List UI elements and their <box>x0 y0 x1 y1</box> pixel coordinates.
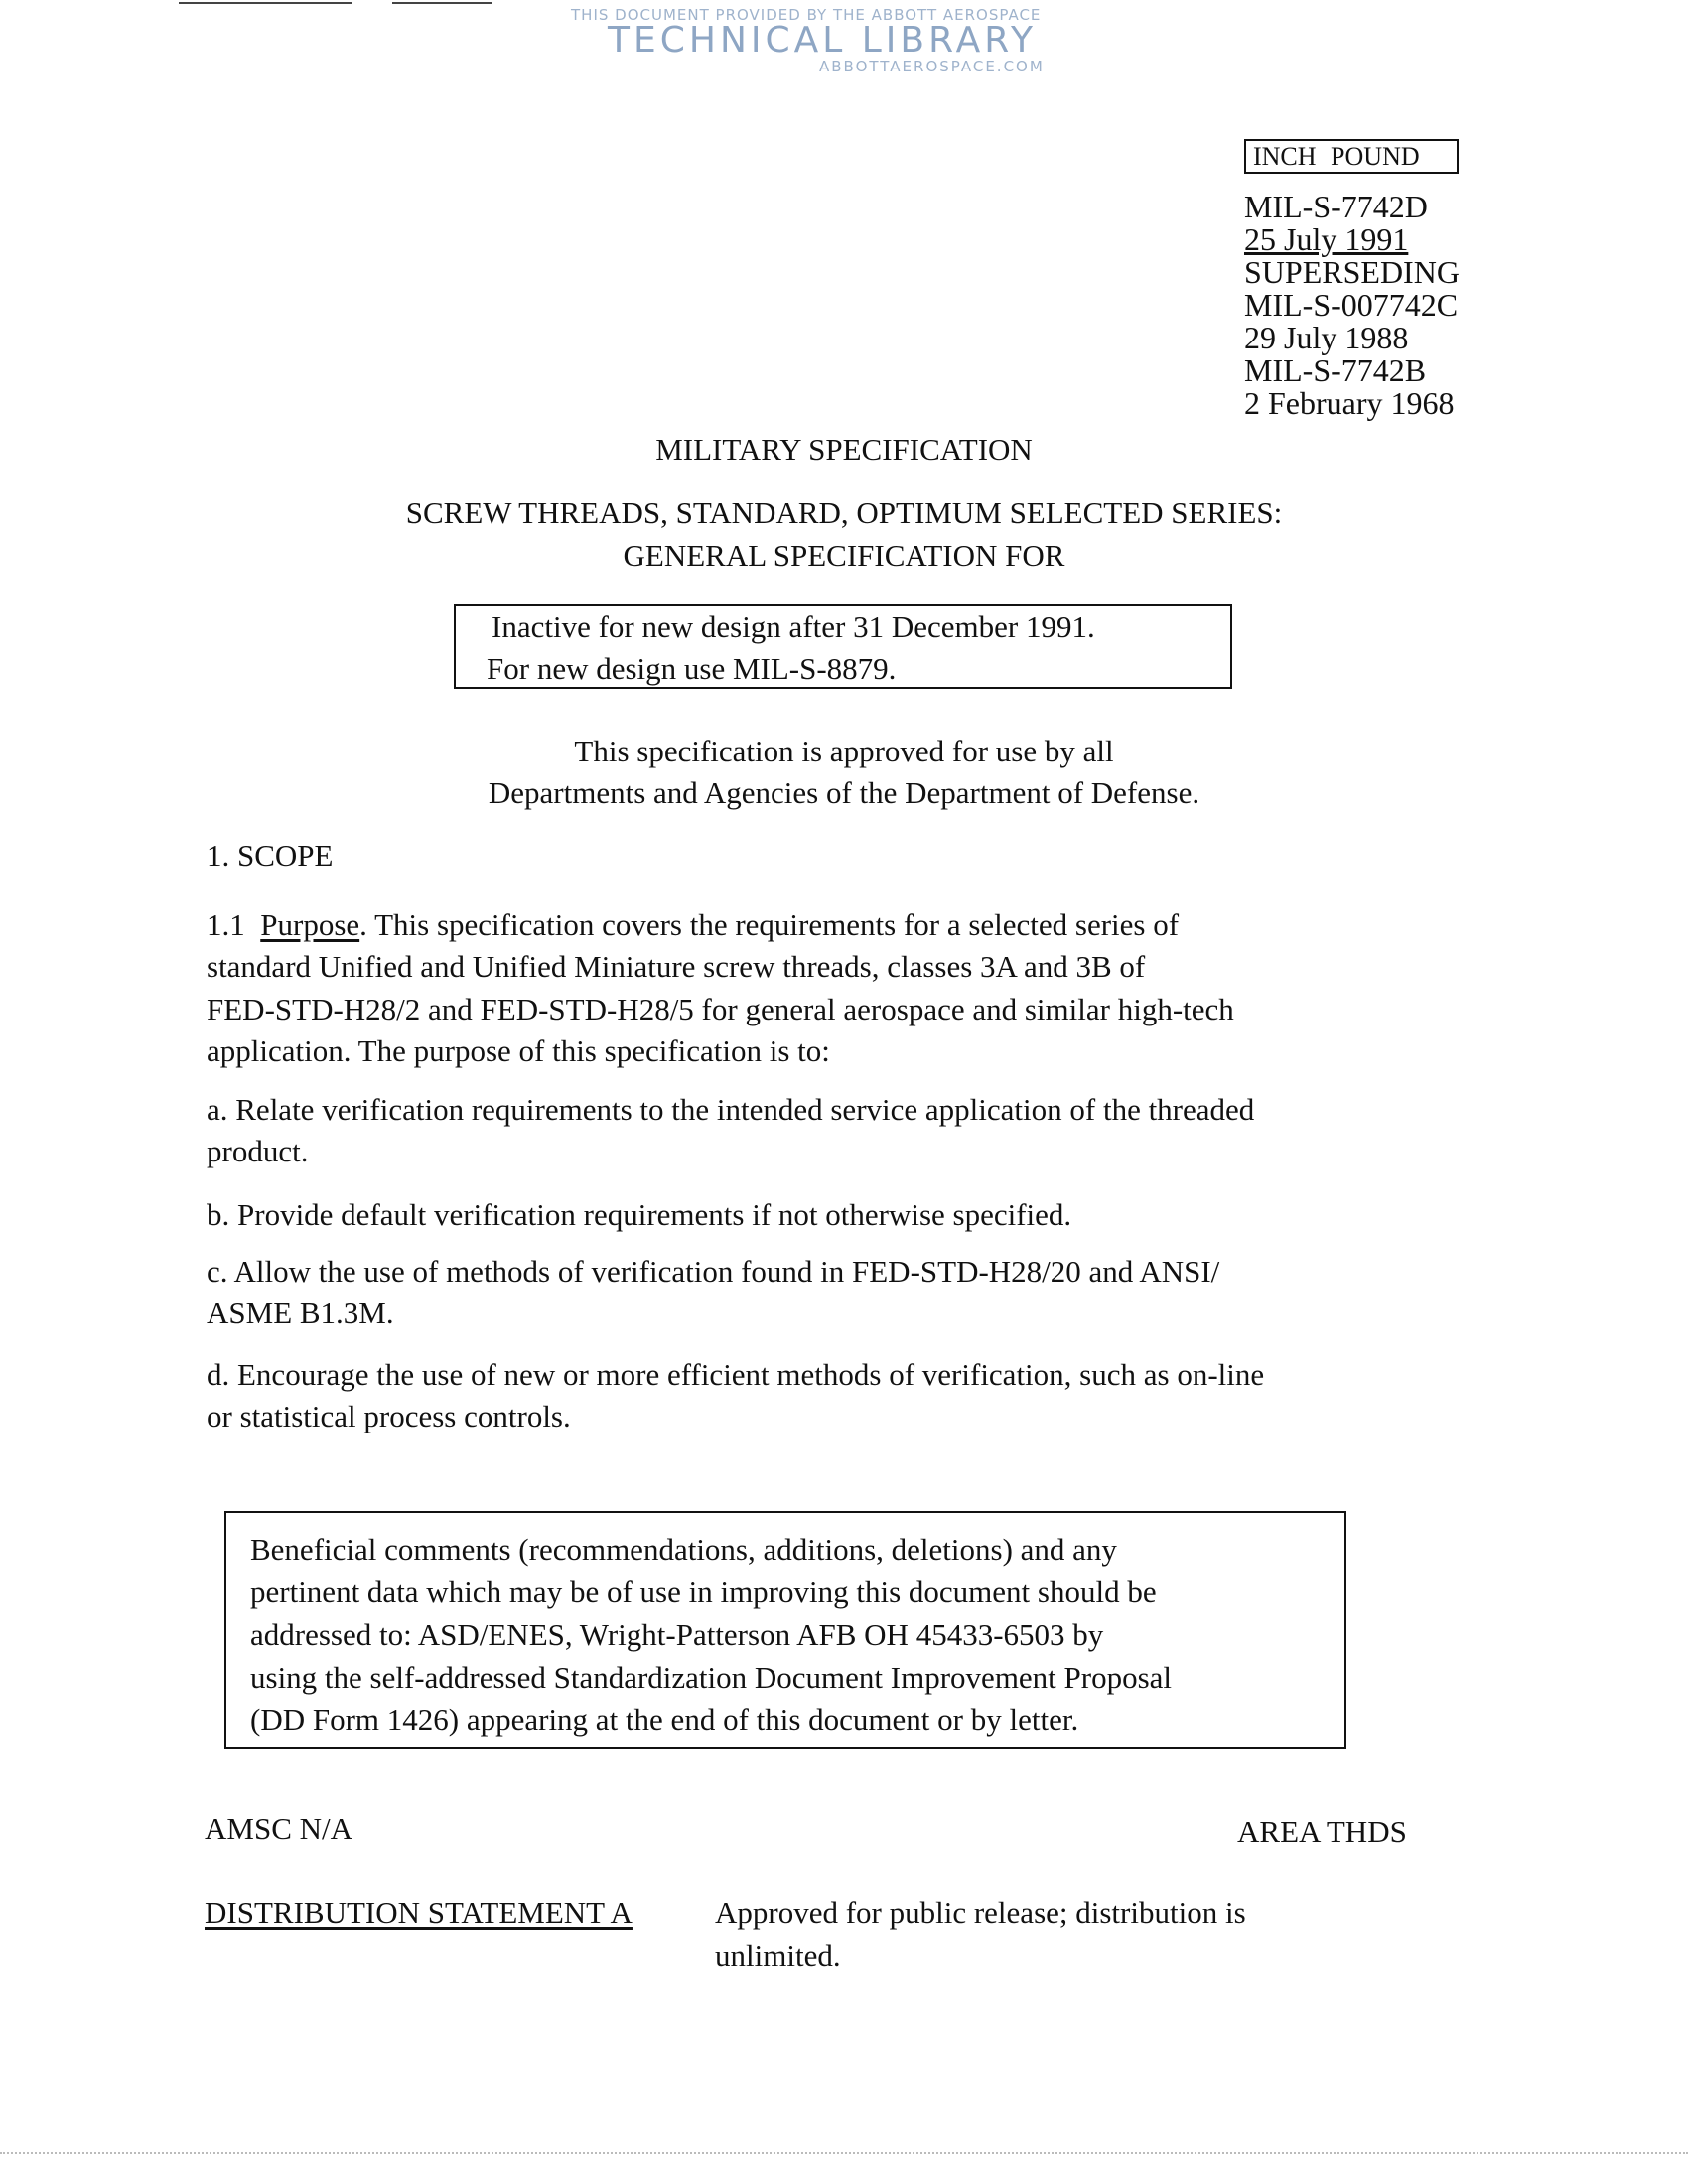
doc-date: 25 July 1991 <box>1244 221 1409 257</box>
notice-line: For new design use MIL-S-8879. <box>487 651 897 686</box>
approval-line: Departments and Agencies of the Department of Defense. <box>488 775 1200 810</box>
list-item-c: ASME B1.3M. <box>207 1296 394 1330</box>
distribution-label: DISTRIBUTION STATEMENT A <box>205 1895 633 1930</box>
superseded-doc: MIL-S-7742B <box>1244 352 1427 388</box>
scan-noise-footer <box>0 2152 1688 2154</box>
approval-line: This specification is approved for use by all <box>574 734 1114 768</box>
distribution-text: Approved for public release; distribution is <box>715 1895 1246 1930</box>
area-code: AREA THDS <box>1237 1814 1407 1848</box>
purpose-para-line: FED-STD-H28/2 and FED-STD-H28/5 for general aerospace and similar high-tech <box>207 992 1234 1026</box>
amsc-code: AMSC N/A <box>205 1811 353 1845</box>
comments-line: using the self-addressed Standardization Document Improvement Proposal <box>250 1660 1173 1695</box>
doc-number: MIL-S-7742D <box>1244 189 1428 224</box>
spec-title-line2: GENERAL SPECIFICATION FOR <box>623 538 1065 573</box>
purpose-label: Purpose <box>260 907 360 942</box>
purpose-para-line: 1.1 Purpose. This specification covers the requirements for a selected series of <box>207 907 1180 942</box>
units-label: INCH POUND <box>1253 142 1420 171</box>
superseding-label: SUPERSEDING <box>1244 254 1460 290</box>
para-number: 1.1 <box>207 907 245 942</box>
list-item-b: b. Provide default verification requirements if not otherwise specified. <box>207 1197 1072 1232</box>
list-item-a: product. <box>207 1134 309 1168</box>
scan-mark <box>179 2 352 4</box>
purpose-para-line: application. The purpose of this specification is to: <box>207 1033 830 1068</box>
superseded-date: 2 February 1968 <box>1244 385 1455 421</box>
list-item-d: d. Encourage the use of new or more efficient methods of verification, such as on-line <box>207 1357 1265 1392</box>
watermark-line3: ABBOTTAEROSPACE.COM <box>819 58 1045 75</box>
comments-line: Beneficial comments (recommendations, additions, deletions) and any <box>250 1532 1117 1567</box>
notice-line: Inactive for new design after 31 December 1991. <box>492 610 1095 644</box>
spec-title-line1: SCREW THREADS, STANDARD, OPTIMUM SELECTED SERIES: <box>405 495 1283 530</box>
comments-line: (DD Form 1426) appearing at the end of this document or by letter. <box>250 1703 1079 1737</box>
list-item-d: or statistical process controls. <box>207 1399 571 1433</box>
spec-type: MILITARY SPECIFICATION <box>655 432 1033 467</box>
list-item-a: a. Relate verification requirements to the intended service application of the threaded <box>207 1092 1255 1127</box>
comments-line: addressed to: ASD/ENES, Wright-Patterson AFB OH 45433-6503 by <box>250 1617 1104 1652</box>
purpose-para-line: standard Unified and Unified Miniature screw threads, classes 3A and 3B of <box>207 949 1146 984</box>
watermark-line2: TECHNICAL LIBRARY <box>608 20 1038 61</box>
watermark-line1: THIS DOCUMENT PROVIDED BY THE ABBOTT AEROSPACE <box>571 6 1042 24</box>
superseded-doc: MIL-S-007742C <box>1244 287 1459 323</box>
superseded-date: 29 July 1988 <box>1244 320 1409 355</box>
scan-mark <box>392 2 492 4</box>
distribution-text: unlimited. <box>715 1938 841 1973</box>
comments-line: pertinent data which may be of use in improving this document should be <box>250 1574 1157 1609</box>
section-heading: 1. SCOPE <box>207 838 334 873</box>
list-item-c: c. Allow the use of methods of verification found in FED-STD-H28/20 and ANSI/ <box>207 1254 1220 1289</box>
